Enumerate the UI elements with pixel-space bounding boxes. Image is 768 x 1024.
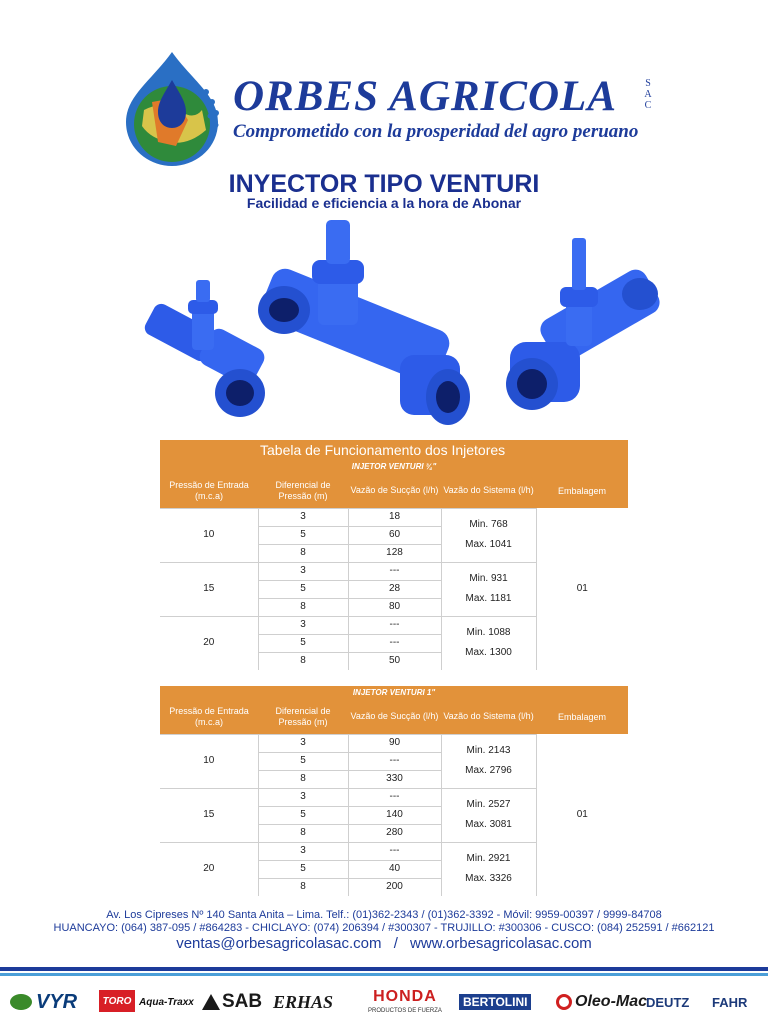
email-link[interactable]: ventas@orbesagricolasac.com — [176, 935, 382, 952]
differential-cell: 5 — [258, 806, 348, 824]
suction-cell: --- — [348, 842, 441, 860]
system-flow-cell: Min. 2143 Max. 2796 — [441, 734, 536, 788]
fahr-logo: FAHR — [712, 994, 748, 1010]
venturi-injector-medium-image — [500, 232, 665, 417]
oleomac-logo: Oleo-Mac — [556, 990, 647, 1014]
suction-cell: 280 — [348, 824, 441, 842]
differential-cell: 3 — [258, 616, 348, 634]
page-subtitle: Facilidad e eficiencia a la hora de Abonar — [246, 195, 522, 211]
brand-name: ORBES AGRICOLA — [233, 73, 617, 120]
sab-logo: SAB — [202, 990, 262, 1014]
header-inlet-pressure: Pressão de Entrada (m.c.a) — [160, 700, 258, 734]
suction-cell: 60 — [348, 526, 441, 544]
suction-cell: --- — [348, 788, 441, 806]
header-suction-flow: Vazão de Sucção (l/h) — [348, 700, 441, 734]
suction-cell: --- — [348, 634, 441, 652]
differential-cell: 8 — [258, 824, 348, 842]
partner-brands — [0, 986, 768, 1018]
differential-cell: 3 — [258, 788, 348, 806]
suction-cell: 80 — [348, 598, 441, 616]
suction-cell: 28 — [348, 580, 441, 598]
suction-cell: 18 — [348, 508, 441, 526]
header-packaging: Embalagem — [536, 474, 628, 508]
differential-cell: 5 — [258, 634, 348, 652]
header-pressure-differential: Diferencial de Pressão (m) — [258, 474, 348, 508]
table-row — [160, 734, 628, 752]
header-inlet-pressure: Pressão de Entrada (m.c.a) — [160, 474, 258, 508]
pressure-cell: 10 — [160, 508, 258, 562]
sab-triangle-icon — [202, 994, 220, 1010]
injector-table-1 — [160, 686, 628, 896]
suction-cell: --- — [348, 616, 441, 634]
differential-cell: 8 — [258, 598, 348, 616]
pressure-cell: 15 — [160, 562, 258, 616]
orbes-logo-icon — [122, 50, 222, 168]
page-title: INYECTOR TIPO VENTURI — [228, 170, 540, 198]
differential-cell: 5 — [258, 580, 348, 598]
pressure-cell: 10 — [160, 734, 258, 788]
website-link[interactable]: www.orbesagricolasac.com — [410, 935, 592, 952]
system-flow-cell: Min. 768 Max. 1041 — [441, 508, 536, 562]
system-flow-cell: Min. 2921 Max. 3326 — [441, 842, 536, 896]
vyr-logo: VYR — [10, 990, 77, 1014]
differential-cell: 3 — [258, 734, 348, 752]
differential-cell: 5 — [258, 860, 348, 878]
suction-cell: 40 — [348, 860, 441, 878]
packaging-cell: 01 — [576, 809, 588, 820]
erhas-logo: ERHAS — [273, 991, 334, 1012]
system-flow-cell: Min. 1088 Max. 1300 — [441, 616, 536, 670]
suction-cell: 50 — [348, 652, 441, 670]
system-flow-cell: Min. 931 Max. 1181 — [441, 562, 536, 616]
differential-cell: 3 — [258, 842, 348, 860]
honda-logo: HONDA PRODUCTOS DE FUERZA — [368, 988, 442, 1014]
toro-logo: TORO — [99, 990, 135, 1012]
branch-phones-line: HUANCAYO: (064) 387-095 / #864283 - CHICLAYO: (074) 206394 / #300307 - TRUJILLO: #300306 - CUSCO: (084) 252591 / #662121 — [53, 922, 715, 934]
header-packaging: Embalagem — [536, 700, 628, 734]
vyr-emblem-icon — [10, 994, 32, 1010]
header-suction-flow: Vazão de Sucção (l/h) — [348, 474, 441, 508]
pressure-cell: 15 — [160, 788, 258, 842]
header-system-flow: Vazão do Sistema (l/h) — [441, 700, 536, 734]
differential-cell: 8 — [258, 770, 348, 788]
pressure-cell: 20 — [160, 616, 258, 670]
differential-cell: 8 — [258, 878, 348, 896]
differential-cell: 3 — [258, 508, 348, 526]
suction-cell: 90 — [348, 734, 441, 752]
address-line: Av. Los Cipreses Nº 140 Santa Anita – Lima. Telf.: (01)362-2343 / (01)362-3392 - Móvil: 9959-00397 / 9999-84708 — [106, 909, 662, 921]
table-subtitle: INJETOR VENTURI 1" — [160, 686, 628, 700]
injector-table-3-4 — [160, 440, 628, 670]
pressure-cell: 20 — [160, 842, 258, 896]
header-system-flow: Vazão do Sistema (l/h) — [441, 474, 536, 508]
suction-cell: --- — [348, 562, 441, 580]
venturi-injector-large-image — [250, 215, 475, 430]
system-flow-cell: Min. 2527 Max. 3081 — [441, 788, 536, 842]
footer-divider — [0, 967, 768, 971]
header-pressure-differential: Diferencial de Pressão (m) — [258, 700, 348, 734]
deutz-logo: DEUTZ — [646, 994, 690, 1010]
separator: / — [393, 935, 398, 952]
table-subtitle: INJETOR VENTURI ¾" — [160, 460, 628, 474]
suction-cell: 140 — [348, 806, 441, 824]
table-row — [160, 508, 628, 526]
footer-divider-accent — [0, 973, 768, 976]
brand-suffix: S A C — [644, 78, 652, 111]
aquatraxx-logo: Aqua-Traxx — [139, 996, 194, 1008]
differential-cell: 8 — [258, 652, 348, 670]
differential-cell: 5 — [258, 752, 348, 770]
suction-cell: 330 — [348, 770, 441, 788]
suction-cell: --- — [348, 752, 441, 770]
table-title: Tabela de Funcionamento dos Injetores — [160, 440, 628, 460]
differential-cell: 5 — [258, 526, 348, 544]
web-contact-line — [0, 935, 768, 952]
brand-tagline: Comprometido con la prosperidad del agro peruano — [233, 121, 639, 142]
oleomac-ring-icon — [556, 994, 572, 1010]
packaging-cell: 01 — [576, 583, 588, 594]
suction-cell: 128 — [348, 544, 441, 562]
bertolini-logo: BERTOLINI — [459, 994, 531, 1010]
suction-cell: 200 — [348, 878, 441, 896]
differential-cell: 8 — [258, 544, 348, 562]
differential-cell: 3 — [258, 562, 348, 580]
